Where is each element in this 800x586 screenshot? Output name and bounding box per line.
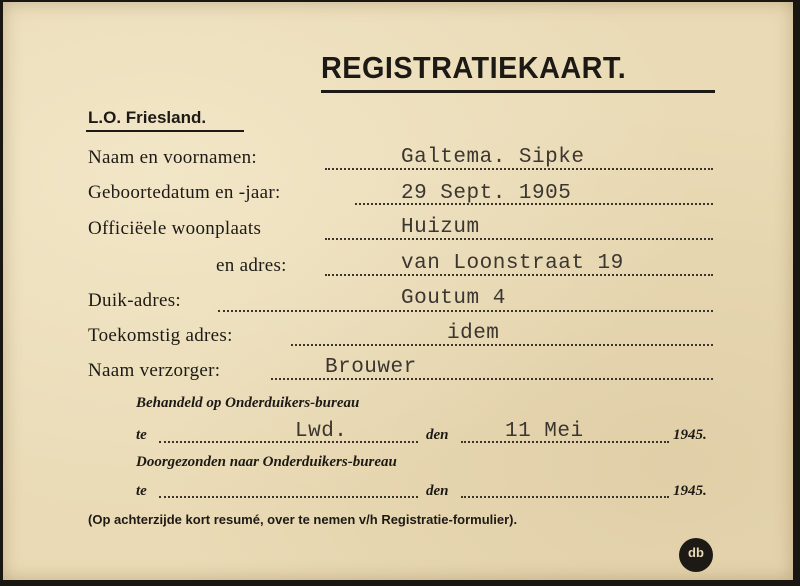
title-underline (321, 90, 715, 93)
field-label-woonplaats: Officiëele woonplaats (88, 218, 262, 239)
field-label-verzorger: Naam verzorger: (88, 360, 221, 381)
doorgezonden-den-label: den (426, 483, 449, 499)
behandeld-den-label: den (426, 427, 449, 443)
behandeld-te-dots (159, 441, 418, 443)
doorgezonden-te-dots (159, 496, 418, 498)
card-title: REGISTRATIEKAART. (321, 50, 627, 85)
behandeld-heading: Behandeld op Onderduikers-bureau (136, 395, 360, 411)
organization-name: L.O. Friesland. (88, 108, 207, 127)
doorgezonden-year: 1945. (673, 483, 707, 499)
doorgezonden-heading: Doorgezonden naar Onderduikers-bureau (136, 454, 397, 470)
field-label-adres: en adres: (216, 255, 287, 276)
field-dots-duik-adres (218, 310, 713, 312)
field-value-adres: van Loonstraat 19 (401, 252, 624, 275)
publisher-logo-icon: db (679, 538, 713, 572)
field-dots-toekomstig-adres (291, 344, 713, 346)
field-value-geboortedatum: 29 Sept. 1905 (401, 182, 572, 205)
organization-underline (86, 130, 244, 132)
behandeld-te-value: Lwd. (295, 420, 348, 443)
field-label-toekomstig-adres: Toekomstig adres: (88, 325, 233, 346)
field-value-woonplaats: Huizum (401, 216, 480, 239)
behandeld-year: 1945. (673, 427, 707, 443)
footnote: (Op achterzijde kort resumé, over te nemen v/h Registratie-formulier). (88, 512, 518, 527)
field-value-toekomstig-adres: idem (447, 322, 500, 345)
registration-card (3, 2, 793, 580)
doorgezonden-den-dots (461, 496, 669, 498)
field-value-naam: Galtema. Sipke (401, 146, 585, 169)
behandeld-te-label: te (136, 427, 147, 443)
behandeld-den-value: 11 Mei (505, 420, 584, 443)
field-label-naam: Naam en voornamen: (88, 147, 257, 168)
field-value-verzorger: Brouwer (325, 356, 417, 379)
field-label-duik-adres: Duik-adres: (88, 290, 181, 311)
field-label-geboortedatum: Geboortedatum en -jaar: (88, 182, 281, 203)
field-value-duik-adres: Goutum 4 (401, 287, 506, 310)
doorgezonden-te-label: te (136, 483, 147, 499)
field-dots-woonplaats (325, 238, 713, 240)
